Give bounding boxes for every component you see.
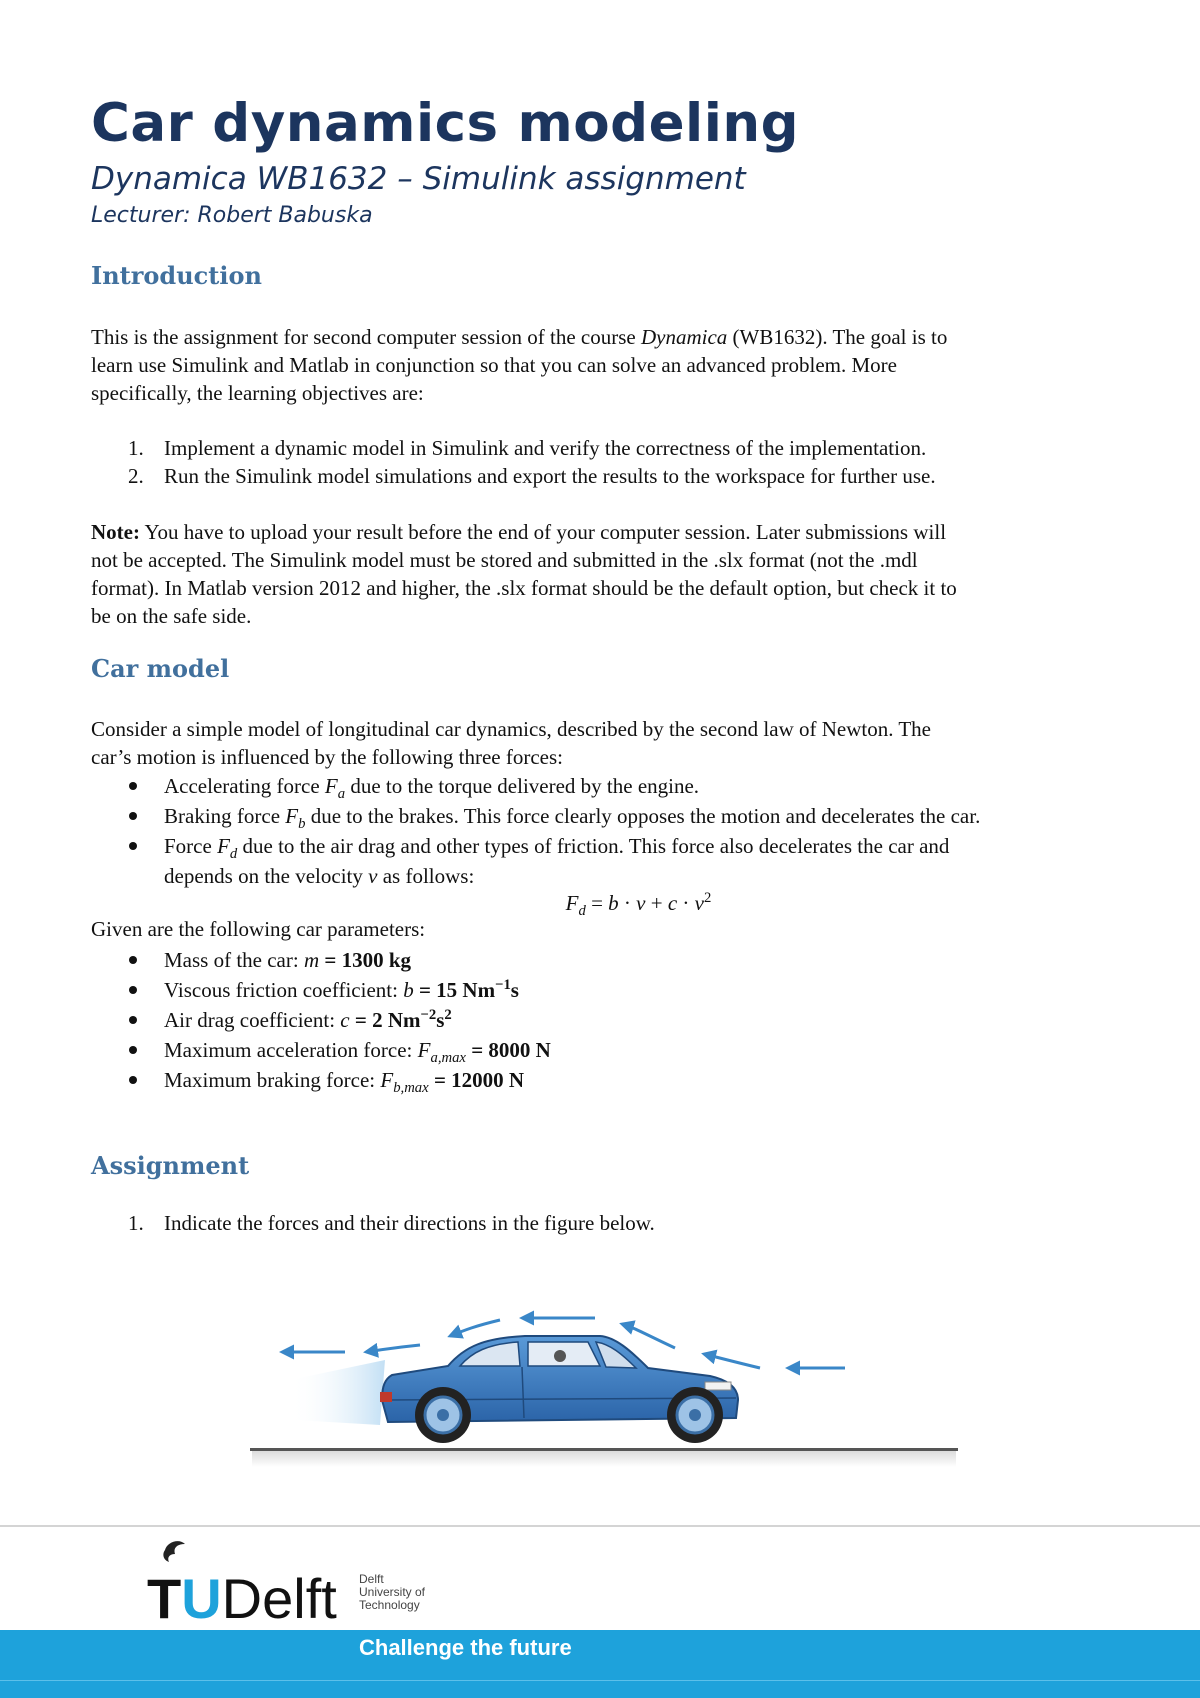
param-unit: s <box>436 1008 445 1032</box>
bullet <box>129 1016 137 1024</box>
force-text: depends on the velocity <box>164 864 369 888</box>
params-intro <box>91 915 1121 943</box>
car-airflow-figure <box>270 1300 870 1450</box>
param-symbol: F <box>380 1068 394 1092</box>
eq-symbol: v <box>636 891 646 915</box>
param-exponent: −2 <box>420 1007 437 1023</box>
list-item <box>91 975 551 1005</box>
note-text: format). In Matlab version 2012 and higher, the .slx format should be the default option, but check it to <box>91 576 957 600</box>
params-list <box>91 945 551 1095</box>
wheel-icon <box>667 1387 723 1443</box>
forces-list <box>91 771 980 891</box>
objectives-list <box>91 434 936 490</box>
list-item <box>91 831 980 861</box>
force-symbol: F <box>324 774 338 798</box>
car-icon <box>380 1336 738 1443</box>
param-symbol: F <box>417 1038 431 1062</box>
force-text: due to the brakes. This force clearly opposes the motion and decelerates the car. <box>305 804 981 828</box>
motion-blur <box>290 1360 385 1425</box>
force-text: Force <box>164 834 218 858</box>
course-name: Dynamica <box>640 325 728 349</box>
param-label: Viscous friction coefficient: <box>164 978 404 1002</box>
eq-operator: · <box>677 891 695 915</box>
flame-icon <box>163 1541 185 1562</box>
document-title: Car dynamics modeling <box>91 93 800 154</box>
drag-equation <box>0 889 1200 920</box>
force-text: Accelerating force <box>164 774 325 798</box>
param-symbol: m <box>303 948 320 972</box>
bullet <box>129 1076 137 1084</box>
param-unit: s <box>510 978 519 1002</box>
car-model-text: Consider a simple model of longitudinal car dynamics, described by the second law of Newton. The <box>91 717 931 741</box>
eq-symbol: F <box>565 891 579 915</box>
eq-symbol: c <box>667 891 678 915</box>
tudelft-logo <box>147 1540 457 1620</box>
note-text: You have to upload your result before the end of your computer session. Later submissions will <box>139 520 947 544</box>
param-label: Air drag coefficient: <box>164 1008 341 1032</box>
wheel-icon <box>415 1387 471 1443</box>
bullet <box>129 812 137 820</box>
logo-wordmark: TUDelft <box>147 1567 337 1620</box>
tagline: Challenge the future <box>359 1635 572 1660</box>
intro-text: (WB1632). The goal is to <box>727 325 948 349</box>
taillight-icon <box>380 1392 392 1402</box>
note-label: Note: <box>91 520 140 544</box>
param-subscript: a,max <box>430 1050 466 1067</box>
note-text: be on the safe side. <box>91 604 252 628</box>
eq-operator: = <box>585 891 609 915</box>
footer-banner <box>0 1630 1200 1698</box>
bullet <box>129 842 137 850</box>
logo-small-text: Delft University of Technology <box>359 1572 426 1612</box>
introduction-heading: Introduction <box>91 261 262 290</box>
list-item <box>91 945 551 975</box>
eq-operator: + <box>645 891 668 915</box>
eq-symbol: b <box>608 891 619 915</box>
headlight-icon <box>705 1382 731 1390</box>
param-value: = 15 Nm <box>413 978 496 1002</box>
list-item-text: Indicate the forces and their directions in the figure below. <box>164 1211 655 1235</box>
force-subscript: a <box>337 786 346 803</box>
param-value: = 1300 kg <box>319 948 412 972</box>
intro-text: learn use Simulink and Matlab in conjunction so that you can solve an advanced problem. More <box>91 353 897 377</box>
list-number: 1. <box>128 436 144 460</box>
document-subtitle: Dynamica WB1632 – Simulink assignment <box>91 161 746 197</box>
list-item <box>91 1005 551 1035</box>
param-label: Mass of the car: <box>164 948 304 972</box>
force-symbol: F <box>285 804 299 828</box>
arrow-icon <box>622 1324 675 1348</box>
force-text: due to the torque delivered by the engine. <box>345 774 700 798</box>
intro-text: This is the assignment for second computer session of the course <box>91 325 641 349</box>
list-number: 2. <box>128 464 144 488</box>
bullet <box>129 956 137 964</box>
assignment-list <box>91 1209 655 1237</box>
list-item-text: Run the Simulink model simulations and export the results to the workspace for further use. <box>164 464 936 488</box>
intro-text: specifically, the learning objectives are: <box>91 381 424 405</box>
force-subscript: b <box>298 816 306 833</box>
introduction-paragraph <box>91 323 1121 407</box>
arrow-icon <box>704 1354 760 1368</box>
car-model-heading: Car model <box>91 654 230 683</box>
footer-divider <box>0 1525 1200 1527</box>
param-symbol: b <box>403 978 414 1002</box>
eq-subscript: d <box>578 903 586 920</box>
list-number: 1. <box>128 1211 144 1235</box>
list-item-continuation <box>91 861 980 891</box>
note-paragraph <box>91 518 1121 630</box>
force-symbol: F <box>217 834 230 858</box>
driver-icon <box>554 1350 566 1362</box>
ground-shadow <box>252 1451 956 1467</box>
list-item <box>91 1209 655 1237</box>
param-exponent: 2 <box>444 1007 452 1023</box>
list-item <box>91 801 980 831</box>
force-text: due to the air drag and other types of friction. This force also decelerates the car and <box>237 834 950 858</box>
param-value: = 2 Nm <box>349 1008 421 1032</box>
param-subscript: b,max <box>393 1080 429 1097</box>
param-value: = 12000 N <box>428 1068 525 1092</box>
eq-symbol: v <box>694 891 704 915</box>
param-value: = 8000 N <box>465 1038 551 1062</box>
bullet <box>129 986 137 994</box>
assignment-heading: Assignment <box>91 1151 250 1180</box>
list-item <box>91 771 980 801</box>
list-item-text: Implement a dynamic model in Simulink and verify the correctness of the implementation. <box>164 436 927 460</box>
force-text: Braking force <box>164 804 286 828</box>
car-model-text: car’s motion is influenced by the following three forces: <box>91 745 563 769</box>
list-item <box>91 434 936 462</box>
param-label: Maximum braking force: <box>164 1068 381 1092</box>
param-symbol: c <box>340 1008 350 1032</box>
note-text: not be accepted. The Simulink model must be stored and submitted in the .slx format (not the .mdl <box>91 548 918 572</box>
param-label: Maximum acceleration force: <box>164 1038 418 1062</box>
car-model-intro <box>91 715 1121 771</box>
params-intro-text: Given are the following car parameters: <box>91 917 426 941</box>
force-subscript: d <box>229 846 238 863</box>
force-text: as follows: <box>377 864 475 888</box>
list-item <box>91 1035 551 1065</box>
velocity-symbol: v <box>368 864 378 888</box>
list-item <box>91 1065 551 1095</box>
eq-operator: · <box>618 891 637 915</box>
bullet <box>129 1046 137 1054</box>
eq-exponent: 2 <box>704 890 712 906</box>
list-item <box>91 462 936 490</box>
lecturer-line: Lecturer: Robert Babuska <box>91 203 373 228</box>
arrow-icon <box>450 1320 500 1336</box>
bullet <box>129 782 137 790</box>
arrow-icon <box>366 1345 420 1352</box>
param-exponent: −1 <box>495 977 511 993</box>
banner-line <box>0 1680 1200 1681</box>
